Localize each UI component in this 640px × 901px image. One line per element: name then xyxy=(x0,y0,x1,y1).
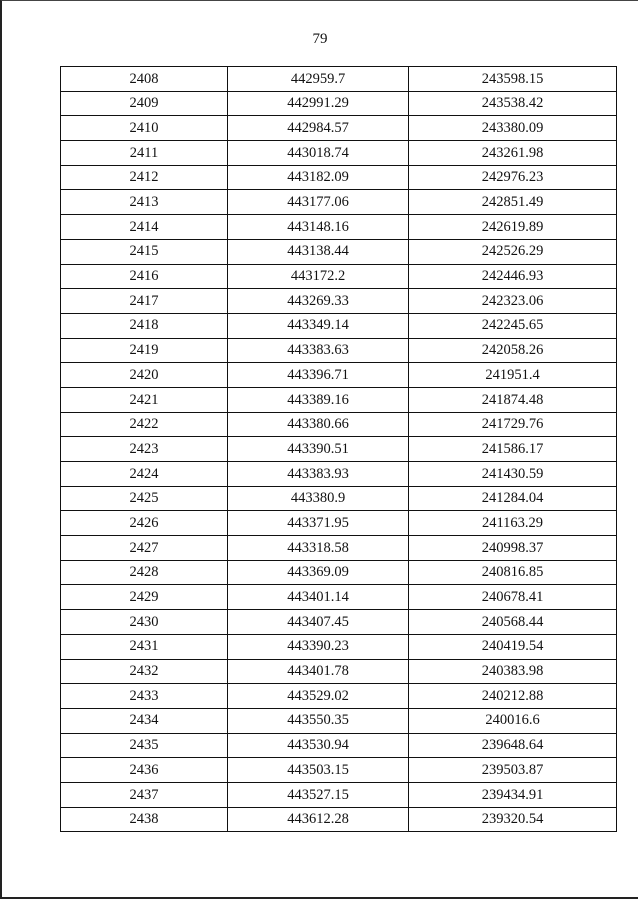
table-row xyxy=(61,560,617,585)
point-number-cell: 2437 xyxy=(61,782,228,807)
point-number-cell: 2419 xyxy=(61,338,228,363)
y-coordinate-cell: 242526.29 xyxy=(409,239,617,264)
table-row xyxy=(61,165,617,190)
y-coordinate-cell: 243538.42 xyxy=(409,91,617,116)
x-coordinate-cell: 442959.7 xyxy=(228,67,409,92)
point-number-cell: 2430 xyxy=(61,610,228,635)
table-row xyxy=(61,536,617,561)
point-number-cell: 2410 xyxy=(61,116,228,141)
table-row xyxy=(61,91,617,116)
table-row xyxy=(61,733,617,758)
point-number-cell: 2413 xyxy=(61,190,228,215)
point-number-cell: 2434 xyxy=(61,708,228,733)
point-number-cell: 2415 xyxy=(61,239,228,264)
y-coordinate-cell: 239503.87 xyxy=(409,758,617,783)
page-number: 79 xyxy=(312,31,328,47)
x-coordinate-cell: 443138.44 xyxy=(228,239,409,264)
x-coordinate-cell: 443396.71 xyxy=(228,363,409,388)
y-coordinate-cell: 240016.6 xyxy=(409,708,617,733)
y-coordinate-cell: 240212.88 xyxy=(409,684,617,709)
table-row xyxy=(61,462,617,487)
y-coordinate-cell: 241430.59 xyxy=(409,462,617,487)
table-row xyxy=(61,67,617,92)
x-coordinate-cell: 443172.2 xyxy=(228,264,409,289)
x-coordinate-cell: 443318.58 xyxy=(228,536,409,561)
y-coordinate-cell: 242446.93 xyxy=(409,264,617,289)
table-row xyxy=(61,708,617,733)
point-number-cell: 2435 xyxy=(61,733,228,758)
point-number-cell: 2428 xyxy=(61,560,228,585)
point-number-cell: 2425 xyxy=(61,486,228,511)
x-coordinate-cell: 442991.29 xyxy=(228,91,409,116)
y-coordinate-cell: 242619.89 xyxy=(409,215,617,240)
table-row xyxy=(61,215,617,240)
y-coordinate-cell: 243261.98 xyxy=(409,141,617,166)
y-coordinate-cell: 241874.48 xyxy=(409,387,617,412)
y-coordinate-cell: 242851.49 xyxy=(409,190,617,215)
x-coordinate-cell: 443529.02 xyxy=(228,684,409,709)
table-row xyxy=(61,758,617,783)
x-coordinate-cell: 442984.57 xyxy=(228,116,409,141)
table-row xyxy=(61,412,617,437)
point-number-cell: 2436 xyxy=(61,758,228,783)
y-coordinate-cell: 240678.41 xyxy=(409,585,617,610)
table-row xyxy=(61,116,617,141)
point-number-cell: 2409 xyxy=(61,91,228,116)
point-number-cell: 2411 xyxy=(61,141,228,166)
y-coordinate-cell: 243598.15 xyxy=(409,67,617,92)
table-row xyxy=(61,634,617,659)
point-number-cell: 2432 xyxy=(61,659,228,684)
x-coordinate-cell: 443401.14 xyxy=(228,585,409,610)
table-row xyxy=(61,387,617,412)
table-row xyxy=(61,807,617,832)
table-row xyxy=(61,141,617,166)
x-coordinate-cell: 443530.94 xyxy=(228,733,409,758)
table-row xyxy=(61,289,617,314)
table-row xyxy=(61,511,617,536)
point-number-cell: 2429 xyxy=(61,585,228,610)
table-row xyxy=(61,239,617,264)
point-number-cell: 2426 xyxy=(61,511,228,536)
table-row xyxy=(61,782,617,807)
point-number-cell: 2438 xyxy=(61,807,228,832)
x-coordinate-cell: 443383.93 xyxy=(228,462,409,487)
y-coordinate-cell: 240998.37 xyxy=(409,536,617,561)
point-number-cell: 2418 xyxy=(61,313,228,338)
x-coordinate-cell: 443390.23 xyxy=(228,634,409,659)
x-coordinate-cell: 443349.14 xyxy=(228,313,409,338)
x-coordinate-cell: 443383.63 xyxy=(228,338,409,363)
point-number-cell: 2422 xyxy=(61,412,228,437)
x-coordinate-cell: 443177.06 xyxy=(228,190,409,215)
x-coordinate-cell: 443371.95 xyxy=(228,511,409,536)
y-coordinate-cell: 239320.54 xyxy=(409,807,617,832)
table-row xyxy=(61,437,617,462)
point-number-cell: 2420 xyxy=(61,363,228,388)
coordinates-table xyxy=(60,66,617,832)
x-coordinate-cell: 443503.15 xyxy=(228,758,409,783)
table-row xyxy=(61,313,617,338)
y-coordinate-cell: 240816.85 xyxy=(409,560,617,585)
point-number-cell: 2412 xyxy=(61,165,228,190)
table-row xyxy=(61,264,617,289)
x-coordinate-cell: 443018.74 xyxy=(228,141,409,166)
point-number-cell: 2414 xyxy=(61,215,228,240)
x-coordinate-cell: 443148.16 xyxy=(228,215,409,240)
table-row xyxy=(61,659,617,684)
y-coordinate-cell: 242058.26 xyxy=(409,338,617,363)
point-number-cell: 2433 xyxy=(61,684,228,709)
point-number-cell: 2416 xyxy=(61,264,228,289)
table-row xyxy=(61,585,617,610)
y-coordinate-cell: 240383.98 xyxy=(409,659,617,684)
y-coordinate-cell: 241951.4 xyxy=(409,363,617,388)
y-coordinate-cell: 240568.44 xyxy=(409,610,617,635)
x-coordinate-cell: 443269.33 xyxy=(228,289,409,314)
x-coordinate-cell: 443389.16 xyxy=(228,387,409,412)
x-coordinate-cell: 443407.45 xyxy=(228,610,409,635)
x-coordinate-cell: 443401.78 xyxy=(228,659,409,684)
y-coordinate-cell: 239434.91 xyxy=(409,782,617,807)
table-row xyxy=(61,190,617,215)
x-coordinate-cell: 443390.51 xyxy=(228,437,409,462)
x-coordinate-cell: 443380.9 xyxy=(228,486,409,511)
x-coordinate-cell: 443369.09 xyxy=(228,560,409,585)
y-coordinate-cell: 242976.23 xyxy=(409,165,617,190)
table-row xyxy=(61,338,617,363)
table-row xyxy=(61,684,617,709)
y-coordinate-cell: 239648.64 xyxy=(409,733,617,758)
point-number-cell: 2431 xyxy=(61,634,228,659)
coordinates-table-body xyxy=(61,67,617,832)
x-coordinate-cell: 443182.09 xyxy=(228,165,409,190)
y-coordinate-cell: 242245.65 xyxy=(409,313,617,338)
point-number-cell: 2427 xyxy=(61,536,228,561)
y-coordinate-cell: 241163.29 xyxy=(409,511,617,536)
y-coordinate-cell: 241284.04 xyxy=(409,486,617,511)
y-coordinate-cell: 243380.09 xyxy=(409,116,617,141)
y-coordinate-cell: 241586.17 xyxy=(409,437,617,462)
point-number-cell: 2417 xyxy=(61,289,228,314)
point-number-cell: 2408 xyxy=(61,67,228,92)
x-coordinate-cell: 443612.28 xyxy=(228,807,409,832)
table-row xyxy=(61,486,617,511)
x-coordinate-cell: 443380.66 xyxy=(228,412,409,437)
point-number-cell: 2421 xyxy=(61,387,228,412)
y-coordinate-cell: 242323.06 xyxy=(409,289,617,314)
table-row xyxy=(61,363,617,388)
point-number-cell: 2424 xyxy=(61,462,228,487)
y-coordinate-cell: 241729.76 xyxy=(409,412,617,437)
y-coordinate-cell: 240419.54 xyxy=(409,634,617,659)
x-coordinate-cell: 443550.35 xyxy=(228,708,409,733)
table-row xyxy=(61,610,617,635)
point-number-cell: 2423 xyxy=(61,437,228,462)
x-coordinate-cell: 443527.15 xyxy=(228,782,409,807)
